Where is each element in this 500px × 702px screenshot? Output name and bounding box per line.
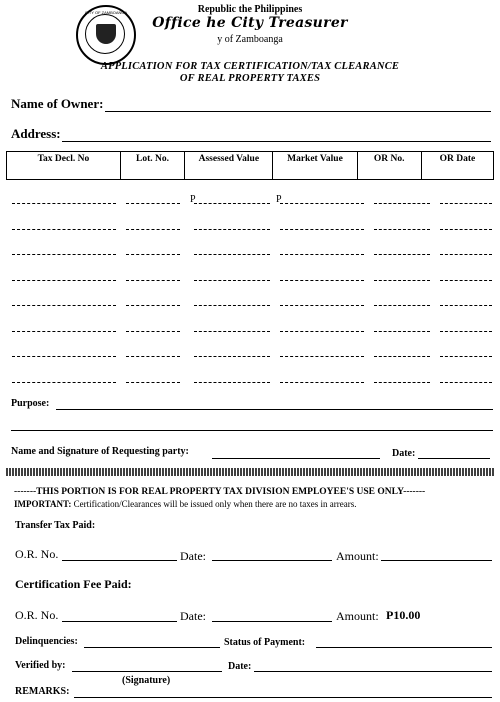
tax-table — [6, 151, 494, 180]
requesting-party-field[interactable] — [212, 458, 380, 459]
requesting-party-label: Name and Signature of Requesting party: — [11, 446, 189, 457]
table-cell-line[interactable] — [374, 254, 430, 255]
delinquencies-field[interactable] — [84, 647, 220, 648]
table-cell-line[interactable] — [126, 305, 180, 306]
table-cell-line[interactable] — [280, 331, 364, 332]
table-cell-line[interactable] — [374, 203, 430, 204]
table-cell-line[interactable] — [280, 254, 364, 255]
important-text: Certification/Clearances will be issued only when there are no taxes in arrears. — [71, 499, 357, 509]
table-cell-line[interactable] — [280, 305, 364, 306]
header-city: y of Zamboanga — [217, 34, 283, 45]
col-header-assessed-value: Assessed Value — [185, 152, 273, 180]
transfer-or-field[interactable] — [62, 560, 177, 561]
important-note — [14, 499, 357, 509]
form-title-line1: APPLICATION FOR TAX CERTIFICATION/TAX CLEARANCE — [100, 61, 400, 72]
table-cell-line[interactable] — [194, 254, 270, 255]
request-date-label: Date: — [392, 448, 416, 459]
table-cell-line[interactable] — [440, 280, 492, 281]
table-cell-line[interactable] — [374, 356, 430, 357]
remarks-label: REMARKS: — [15, 686, 70, 697]
table-cell-line[interactable] — [12, 305, 116, 306]
table-cell-line[interactable] — [374, 305, 430, 306]
purpose-label: Purpose: — [11, 398, 50, 409]
table-cell-line[interactable] — [194, 229, 270, 230]
cert-date-field[interactable] — [212, 621, 332, 622]
form-title-line2: OF REAL PROPERTY TAXES — [179, 73, 321, 84]
owner-label: Name of Owner: — [11, 96, 104, 111]
purpose-field-line2[interactable] — [11, 430, 493, 431]
table-cell-line[interactable] — [374, 280, 430, 281]
transfer-date-field[interactable] — [212, 560, 332, 561]
transfer-amount-field[interactable] — [381, 560, 492, 561]
cert-or-field[interactable] — [62, 621, 177, 622]
table-cell-line[interactable] — [374, 382, 430, 383]
cert-date-label: Date: — [180, 609, 206, 623]
col-header-tax-decl: Tax Decl. No — [7, 152, 121, 180]
signature-label: (Signature) — [122, 675, 171, 686]
table-cell-line[interactable] — [440, 382, 492, 383]
col-header-market-value: Market Value — [273, 152, 357, 180]
header-republic: Republic the Philippines — [197, 4, 303, 15]
table-cell-line[interactable] — [126, 382, 180, 383]
table-cell-line[interactable] — [194, 203, 270, 204]
transfer-tax-label: Transfer Tax Paid: — [15, 520, 96, 531]
division-notice: -------THIS PORTION IS FOR REAL PROPERTY TAX DIVISION EMPLOYEE'S USE ONLY------- — [14, 487, 426, 497]
table-cell-line[interactable] — [280, 382, 364, 383]
table-cell-line[interactable] — [126, 356, 180, 357]
address-label: Address: — [11, 126, 61, 141]
table-cell-line[interactable] — [12, 203, 116, 204]
col-header-or-no: OR No. — [357, 152, 421, 180]
cert-amount-label: Amount: — [336, 609, 379, 623]
transfer-date-label: Date: — [180, 549, 206, 563]
remarks-field[interactable] — [74, 697, 492, 698]
table-cell-line[interactable] — [126, 254, 180, 255]
transfer-amount-label: Amount: — [336, 549, 379, 563]
table-cell-line[interactable] — [374, 229, 430, 230]
purpose-field[interactable] — [56, 409, 493, 410]
status-payment-field[interactable] — [316, 647, 492, 648]
table-cell-line[interactable] — [12, 382, 116, 383]
verified-date-label: Date: — [228, 661, 252, 672]
header-office: Office he City Treasurer — [152, 15, 348, 31]
section-divider — [6, 468, 494, 476]
table-cell-line[interactable] — [12, 280, 116, 281]
request-date-field[interactable] — [418, 458, 490, 459]
verified-by-field[interactable] — [72, 671, 222, 672]
table-cell-line[interactable] — [194, 305, 270, 306]
table-cell-line[interactable] — [440, 254, 492, 255]
table-cell-line[interactable] — [280, 280, 364, 281]
cert-fee-label: Certification Fee Paid: — [15, 577, 132, 591]
table-cell-line[interactable] — [440, 356, 492, 357]
col-header-lot-no: Lot. No. — [120, 152, 184, 180]
verified-by-label: Verified by: — [15, 660, 66, 671]
table-cell-line[interactable] — [194, 356, 270, 357]
table-cell-line[interactable] — [440, 229, 492, 230]
table-cell-line[interactable] — [126, 280, 180, 281]
table-cell-line[interactable] — [194, 382, 270, 383]
table-cell-line[interactable] — [126, 203, 180, 204]
table-cell-line[interactable] — [440, 203, 492, 204]
table-cell-line[interactable] — [12, 254, 116, 255]
cert-or-label: O.R. No. — [15, 608, 59, 622]
table-cell-line[interactable] — [12, 331, 116, 332]
table-cell-line[interactable] — [194, 280, 270, 281]
table-cell-line[interactable] — [280, 229, 364, 230]
important-bold: IMPORTANT: — [14, 499, 72, 509]
transfer-or-label: O.R. No. — [15, 547, 59, 561]
col-header-or-date: OR Date — [421, 152, 493, 180]
table-cell-line[interactable] — [280, 203, 364, 204]
assessed-peso-symbol: P — [190, 194, 196, 205]
seal-label: CITY OF ZAMBOANGA — [84, 10, 128, 15]
table-cell-line[interactable] — [440, 331, 492, 332]
table-cell-line[interactable] — [126, 229, 180, 230]
table-cell-line[interactable] — [440, 305, 492, 306]
status-payment-label: Status of Payment: — [224, 637, 306, 648]
table-cell-line[interactable] — [280, 356, 364, 357]
table-cell-line[interactable] — [126, 331, 180, 332]
address-field[interactable] — [62, 141, 491, 142]
owner-field[interactable] — [105, 111, 491, 112]
market-peso-symbol: P — [276, 194, 282, 205]
table-cell-line[interactable] — [12, 356, 116, 357]
cert-amount-value: P10.00 — [386, 608, 421, 622]
verified-date-field[interactable] — [254, 671, 492, 672]
table-cell-line[interactable] — [374, 331, 430, 332]
table-cell-line[interactable] — [12, 229, 116, 230]
delinquencies-label: Delinquencies: — [15, 636, 78, 647]
table-cell-line[interactable] — [194, 331, 270, 332]
